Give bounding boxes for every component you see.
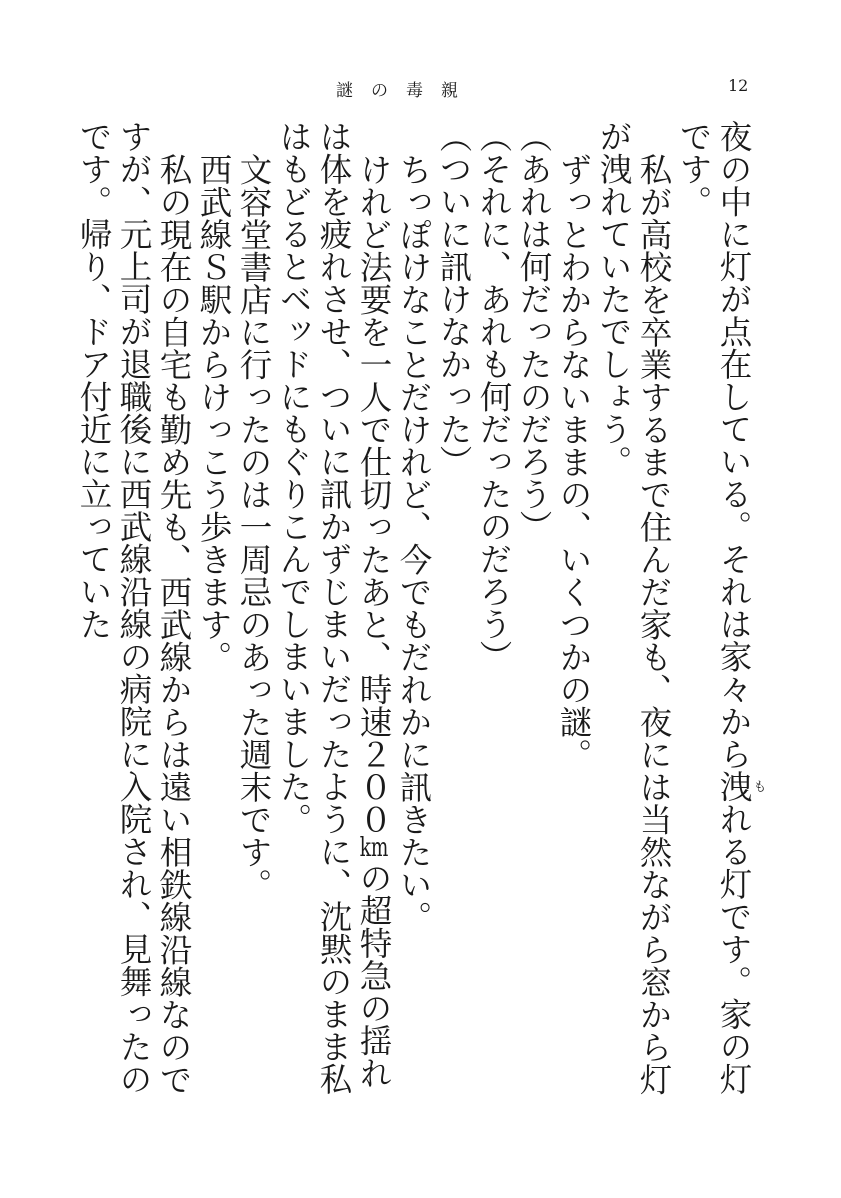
unit-km: km (359, 835, 389, 861)
paragraph-7: ちっぽけなことだけれど、今でもだれかに訊きたい。 (395, 152, 433, 933)
paragraph-8-text-a: けれど法要を一人で仕切ったあと、時速２００ (355, 152, 393, 835)
paragraph-10: 西武線Ｓ駅からけっこう歩きます。 (195, 152, 233, 673)
paragraph-1-text-a: 夜の中に灯が点在している。それは家々から (715, 120, 753, 770)
page-number: 12 (728, 76, 749, 95)
running-header-title: 謎の毒親 (336, 81, 476, 101)
ruby-annotation (715, 770, 765, 803)
ruby-reading: も (750, 770, 765, 803)
vertical-body-text (65, 120, 765, 1120)
paragraph-6: （ついに訊けなかった） (435, 120, 473, 478)
paragraph-3: ずっとわからないままの、いくつかの謎。 (555, 152, 593, 770)
paragraph-9: 文容堂書店に行ったのは一周忌のあった週末です。 (235, 152, 273, 900)
paragraph-8 (274, 120, 394, 1120)
paragraph-8-text-b: の超特急の揺れは体を疲れさせ、ついに訊かずじまいだったように、沈黙のまま私はもどるとベッドにもぐりこんでしまいました。 (275, 120, 393, 1095)
ruby-base: 洩 (715, 770, 753, 803)
paragraph-1-text-b: れる灯です。家の灯です。 (675, 120, 753, 1095)
paragraph-1 (674, 120, 765, 1120)
paragraph-5: （それに、あれも何だったのだろう） (475, 120, 513, 673)
paragraph-4: （あれは何だったのだろう） (515, 120, 553, 543)
paragraph-2: 私が高校を卒業するまで住んだ家も、夜には当然ながら窓から灯が洩れていたでしょう。 (595, 120, 673, 1095)
paragraph-11: 私の現在の自宅も勤め先も、西武線からは遠い相鉄線沿線なのですが、元上司が退職後に西武線沿線の病院に入院され、見舞ったのです。帰り、ドア付近に立っていた (75, 120, 193, 1095)
